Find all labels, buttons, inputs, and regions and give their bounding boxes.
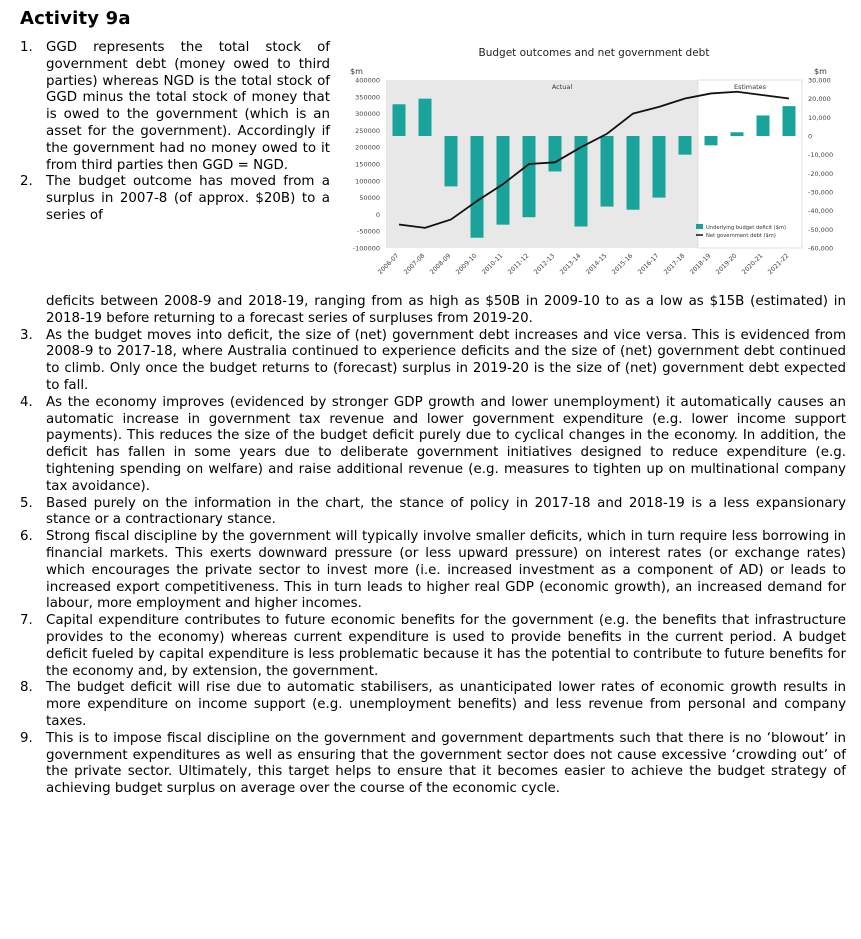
legend-entry-line: Net government debt ($m) bbox=[706, 233, 776, 239]
item-text: As the budget moves into deficit, the size of (net) government debt increases and vice versa. This is evidenced from 2008-9 to 2017-18, where Australia continued to experience deficits and the size of (net) government debt continued to climb. Only once the budget returns to (forecast) surplus in 2019-20 is the size of (net) government debt expected to fall. bbox=[46, 327, 846, 393]
left-unit-label: $m bbox=[350, 67, 363, 76]
right-tick-label: 10,000 bbox=[808, 113, 831, 122]
left-tick-label: 400000 bbox=[355, 76, 380, 85]
x-tick-label: 2020-21 bbox=[740, 252, 765, 277]
budget-bar bbox=[471, 136, 484, 238]
right-tick-label: -40,000 bbox=[808, 207, 834, 216]
item-number: 3. bbox=[20, 327, 33, 343]
list-item-3 bbox=[20, 328, 846, 395]
list-item-1 bbox=[20, 40, 330, 174]
budget-bar bbox=[393, 104, 406, 136]
x-tick-label: 2016-17 bbox=[636, 252, 661, 277]
left-tick-label: 200000 bbox=[355, 143, 380, 152]
right-tick-label: 30,000 bbox=[808, 76, 831, 85]
x-tick-label: 2019-20 bbox=[714, 252, 739, 277]
right-tick-label: -30,000 bbox=[808, 188, 834, 197]
x-tick-label: 2008-09 bbox=[428, 252, 453, 277]
item-number: 8. bbox=[20, 680, 33, 696]
left-tick-label: -100000 bbox=[352, 244, 380, 253]
legend-swatch-bar bbox=[696, 224, 703, 229]
item-text: deficits between 2008-9 and 2018-19, ranging from as high as $50B in 2009-10 to as a low as $15B (estimated) in 2018-19 before returning to a forecast series of surpluses from 2019-20. bbox=[46, 294, 846, 326]
right-tick-label: 20,000 bbox=[808, 95, 831, 104]
x-tick-label: 2009-10 bbox=[454, 252, 479, 277]
list-item-9 bbox=[20, 731, 846, 798]
list-item-7 bbox=[20, 613, 846, 680]
budget-bar bbox=[731, 132, 744, 136]
item-text: The budget outcome has moved from a surplus in 2007-8 (of approx. $20B) to a series of bbox=[46, 174, 330, 223]
left-tick-label: 150000 bbox=[355, 160, 380, 169]
item-number: 7. bbox=[20, 613, 33, 629]
x-tick-label: 2014-15 bbox=[584, 252, 609, 277]
list-item-5 bbox=[20, 496, 846, 530]
chart-title: Budget outcomes and net government debt bbox=[478, 47, 710, 59]
item-number: 2. bbox=[20, 174, 33, 190]
list-item-2-rest bbox=[20, 294, 846, 328]
right-tick-label: 0 bbox=[808, 132, 813, 141]
left-column bbox=[20, 40, 330, 225]
item-text: The budget deficit will rise due to automatic stabilisers, as unanticipated lower rates of economic growth results in more expenditure on income support (e.g. unemployment benefits) and less revenue from personal and company taxes. bbox=[46, 680, 846, 729]
x-tick-label: 2018-19 bbox=[688, 252, 713, 277]
x-tick-label: 2011-12 bbox=[506, 252, 531, 277]
x-tick-label: 2013-14 bbox=[558, 252, 583, 277]
budget-bar bbox=[783, 106, 796, 136]
item-number: 6. bbox=[20, 529, 33, 545]
actual-label: Actual bbox=[551, 83, 573, 91]
answer-list bbox=[20, 294, 846, 798]
activity-title: Activity 9a bbox=[20, 8, 131, 29]
left-tick-label: 100000 bbox=[355, 177, 380, 186]
right-tick-label: -20,000 bbox=[808, 169, 834, 178]
item-text: This is to impose fiscal discipline on the government and government departments such that there is no ‘blowout’ in government expenditures as well as ensuring that the government sector does not cause excessive ‘crowding out’ of the private sector. Ultimately, this target helps to ensure that it becomes easier to achieve the budget strategy of achieving budget surplus on average over the course of the economic cycle. bbox=[46, 730, 846, 797]
x-tick-label: 2006-07 bbox=[376, 252, 401, 277]
item-text: GGD represents the total stock of government debt (money owed to third parties) whereas NGD is the total stock of GGD minus the total stock of money that is owed to the government (which is an asset for the government). Accordingly if the government had no money owed to it from third parties then GGD = NGD. bbox=[46, 40, 330, 173]
x-tick-label: 2021-22 bbox=[766, 252, 791, 277]
list-item-6 bbox=[20, 529, 846, 613]
top-area bbox=[0, 40, 861, 298]
plot-area bbox=[353, 77, 833, 277]
left-tick-label: 350000 bbox=[355, 93, 380, 102]
item-number: 4. bbox=[20, 394, 33, 410]
item-number: 1. bbox=[20, 40, 33, 55]
item-text: Based purely on the information in the chart, the stance of policy in 2017-18 and 2018-19 is a less expansionary stance or a contractionary stance. bbox=[46, 495, 846, 528]
budget-bar bbox=[549, 136, 562, 171]
right-unit-label: $m bbox=[814, 67, 827, 76]
list-item-8 bbox=[20, 680, 846, 730]
x-tick-label: 2017-18 bbox=[662, 252, 687, 277]
right-tick-label: -10,000 bbox=[808, 151, 834, 160]
right-tick-label: -60,000 bbox=[808, 244, 834, 253]
x-tick-label: 2010-11 bbox=[480, 252, 505, 277]
list-item-4 bbox=[20, 395, 846, 496]
budget-bar bbox=[653, 136, 666, 198]
budget-bar bbox=[705, 136, 718, 145]
item-text: Strong fiscal discipline by the government will typically involve smaller deficits, which in turn require less borrowing in financial markets. This exerts downward pressure (or less upward pressure) on interest rates (or exchange rates) which encourages the private sector to invest more (i.e. increased investment as a component of AD) or leads to increased export competitiveness. This in turn leads to higher real GDP (economic growth), an increased demand for labour, more employment and higher incomes. bbox=[46, 529, 846, 612]
x-tick-label: 2012-13 bbox=[532, 252, 557, 277]
budget-bar bbox=[445, 136, 458, 186]
x-tick-label: 2015-16 bbox=[610, 252, 635, 277]
item-number: 9. bbox=[20, 730, 33, 746]
budget-chart bbox=[344, 40, 844, 295]
budget-bar bbox=[419, 99, 432, 136]
budget-bar bbox=[679, 136, 692, 155]
list-item-2-top bbox=[20, 174, 330, 224]
left-tick-label: 0 bbox=[375, 210, 380, 219]
budget-bar bbox=[523, 136, 536, 217]
budget-bar bbox=[627, 136, 640, 210]
left-tick-label: 250000 bbox=[355, 126, 380, 135]
budget-bar bbox=[757, 115, 770, 136]
x-tick-label: 2007-08 bbox=[402, 252, 427, 277]
chart-svg bbox=[344, 40, 844, 295]
legend-entry-bar: Underlying budget deficit ($m) bbox=[706, 225, 787, 231]
item-text: Capital expenditure contributes to future economic benefits for the government (e.g. the benefits that infrastructure provides to the economy) whereas current expenditure is used to provide benefits in the current period. A budget deficit fueled by capital expenditure is less problematic because it has the potential to contribute to future benefits for the economy and, by extension, the government. bbox=[46, 613, 846, 679]
estimates-region-bg bbox=[698, 80, 802, 248]
item-text: As the economy improves (evidenced by stronger GDP growth and lower unemployment) it automatically causes an automatic increase in government tax revenue and lower government expenditure (e.g. lower income support payments). This reduces the size of the budget deficit purely due to cyclical changes in the economy. In addition, the deficit has fallen in some years due to deliberate government initiatives designed to reduce expenditure (e.g. tightening spending on welfare) and raise additional revenue (e.g. measures to tighten up on multinational company tax avoidance). bbox=[46, 394, 846, 494]
item-number: 5. bbox=[20, 495, 33, 511]
right-tick-label: -50,000 bbox=[808, 225, 834, 234]
estimates-label: Estimates bbox=[733, 83, 767, 91]
budget-bar bbox=[601, 136, 614, 207]
left-tick-label: 50000 bbox=[359, 194, 380, 203]
left-tick-label: -50000 bbox=[356, 227, 380, 236]
left-tick-label: 300000 bbox=[355, 110, 380, 119]
